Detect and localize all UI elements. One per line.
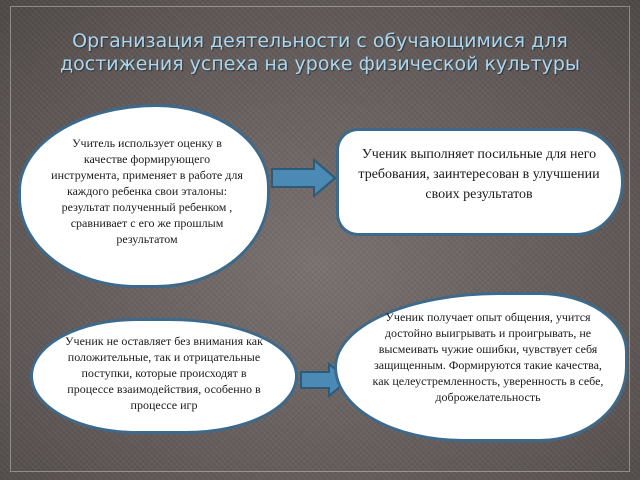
student-experience-box [334,292,628,442]
student-requirements-box [336,128,624,236]
slide-title: Организация деятельности с обучающимися для достижения успеха на уроке физической культуры [60,30,580,75]
teacher-attention-box [30,318,298,434]
teacher-assessment-text: Учитель использует оценку в качестве формирующего инструмента, применяет в работе для каждого ребенка свои эталоны: результат полученный ребенком , сравнивает с его же прошлым результатом [51,136,243,246]
student-experience-text: Ученик получает опыт общения, учится достойно выигрывать и проигрывать, не высмеивать чужие ошибки, чувствует себя защищенным. Формируются такие качества, как целеустремленность, уверенность в себе, доброжелательность [372,310,604,404]
teacher-attention-text: Ученик не оставляет без внимания как положительные, так и отрицательные поступки, которые происходят в процессе взаимодействия, особенно в процессе игр [65,334,263,412]
student-requirements-text: Ученик выполняет посильные для него требования, заинтересован в улучшении своих результатов [358,147,600,202]
teacher-assessment-box [18,104,270,288]
right-arrow-icon [270,158,338,198]
